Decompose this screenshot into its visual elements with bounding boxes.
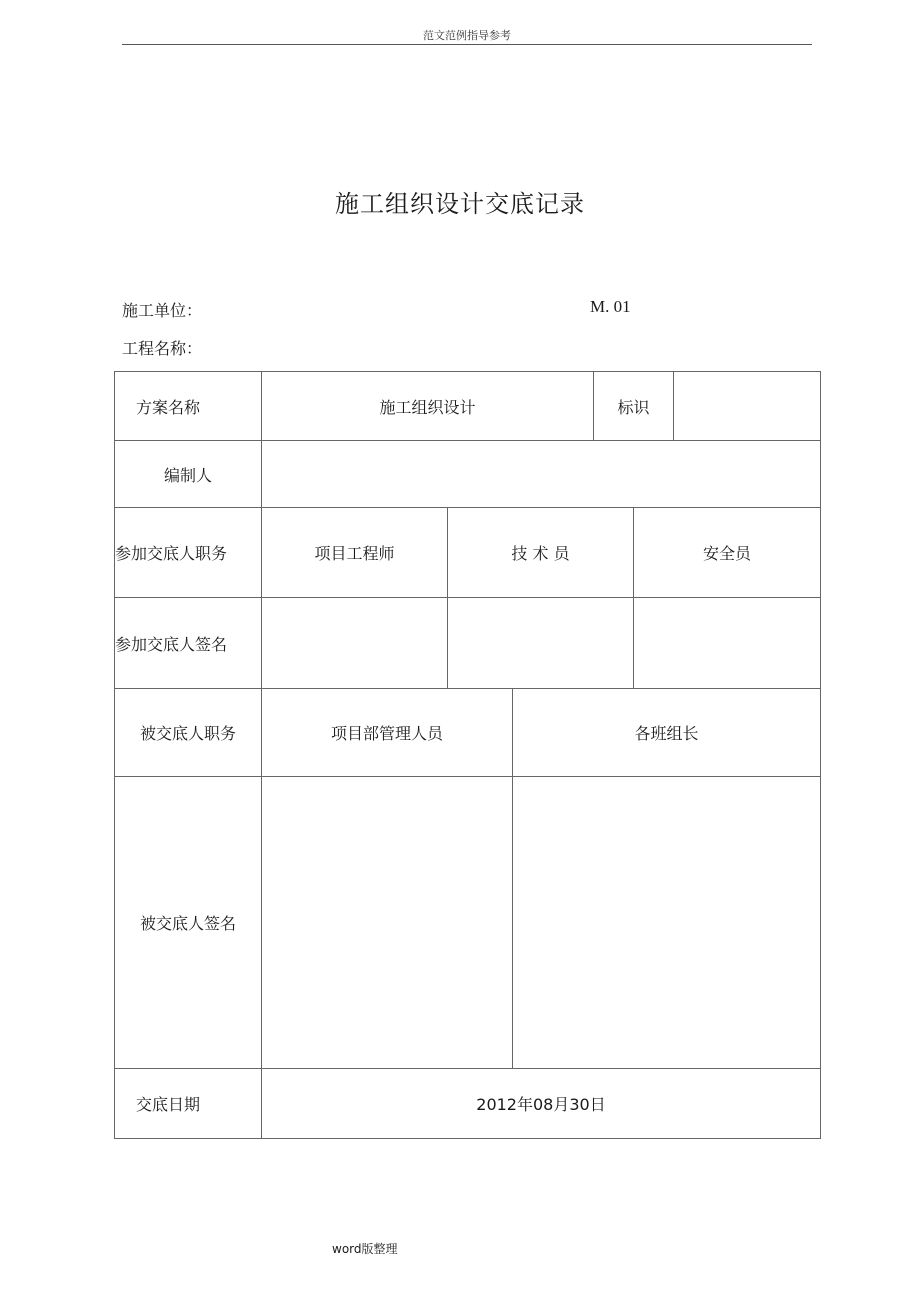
participant-sign-label: 参加交底人签名	[114, 597, 262, 689]
date-value: 2012年08月30日	[261, 1068, 821, 1139]
signature-cell-engineer	[261, 597, 448, 689]
signature-cell-safety	[633, 597, 821, 689]
scheme-name-value: 施工组织设计	[261, 371, 594, 441]
identifier-label: 标识	[593, 371, 674, 441]
signature-cell-team-leaders	[512, 776, 821, 1069]
scheme-name-label: 方案名称	[114, 371, 262, 441]
duty-project-engineer: 项目工程师	[261, 507, 448, 598]
document-code: M. 01	[590, 297, 631, 316]
construction-unit-label: 施工单位：	[122, 301, 203, 320]
identifier-value	[673, 371, 821, 441]
signature-cell-technician	[447, 597, 634, 689]
duty-team-leaders: 各班组长	[512, 688, 821, 777]
compiler-value	[261, 440, 821, 508]
page-header: 范文范例指导参考	[423, 29, 511, 42]
participant-duty-label: 参加交底人职务	[114, 507, 262, 598]
page-footer: word版整理	[332, 1242, 398, 1256]
date-label: 交底日期	[114, 1068, 262, 1139]
header-divider	[122, 44, 812, 45]
recipient-duty-label: 被交底人职务	[114, 688, 262, 777]
document-title: 施工组织设计交底记录	[335, 190, 585, 218]
signature-cell-management	[261, 776, 513, 1069]
recipient-sign-label: 被交底人签名	[114, 776, 262, 1069]
duty-management-staff: 项目部管理人员	[261, 688, 513, 777]
duty-safety-officer: 安全员	[633, 507, 821, 598]
compiler-label: 编制人	[114, 440, 262, 508]
project-name-label: 工程名称：	[122, 339, 203, 358]
duty-technician: 技 术 员	[447, 507, 634, 598]
